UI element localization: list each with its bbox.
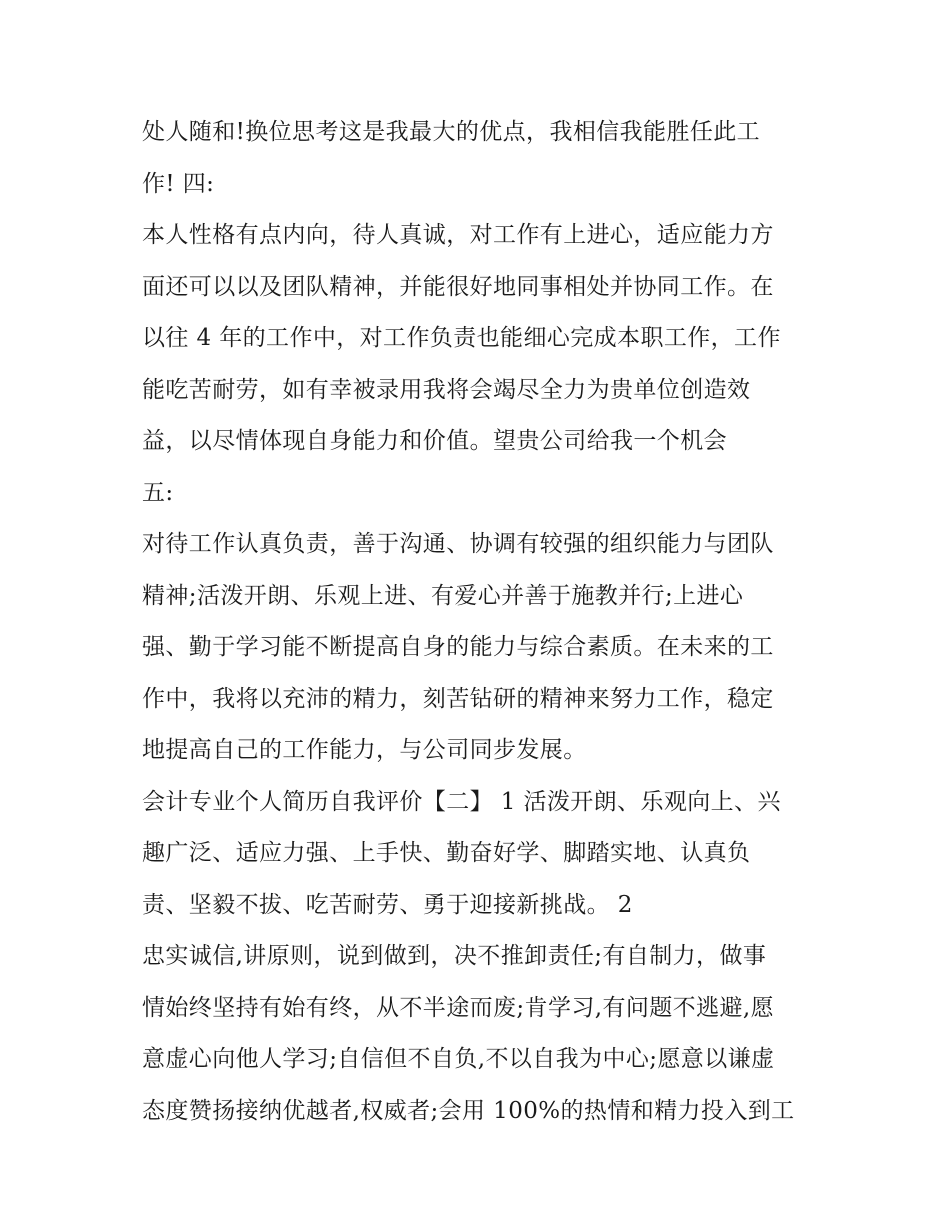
text-line: 能吃苦耐劳，如有幸被录用我将会竭尽全力为贵单位创造效 [142, 376, 751, 403]
text-line: 地提高自己的工作能力，与公司同步发展。 [142, 737, 587, 763]
text-line: 作! 四: [142, 170, 215, 197]
text-line: 趣广泛、适应力强、上手快、勤奋好学、脚踏实地、认真负 [142, 840, 751, 866]
text-line: 强、勤于学习能不断提高自身的能力与综合素质。在未来的工 [142, 634, 774, 660]
text-line: 忠实诚信,讲原则，说到做到，决不推卸责任;有自制力，做事 [142, 943, 767, 969]
text-line: 作中，我将以充沛的精力，刻苦钻研的精神来努力工作，稳定 [142, 685, 774, 712]
text-line: 以往 4 年的工作中，对工作负责也能细心完成本职工作，工作 [142, 325, 781, 351]
text-line: 精神;活泼开朗、乐观上进、有爱心并善于施教并行;上进心 [142, 582, 744, 609]
document-body [142, 107, 822, 1137]
text-line: 面还可以以及团队精神，并能很好地同事相处并协同工作。在 [142, 273, 774, 300]
text-line: 态度赞扬接纳优越者,权威者;会用 100%的热情和精力投入到工 [142, 1097, 795, 1124]
text-line: 会计专业个人简历自我评价【二】 1 活泼开朗、乐观向上、兴 [142, 788, 781, 815]
text-line: 五: [142, 479, 174, 506]
text-line: 情始终坚持有始有终，从不半途而废;肯学习,有问题不逃避,愿 [142, 994, 774, 1021]
text-line: 对待工作认真负责，善于沟通、协调有较强的组织能力与团队 [142, 531, 774, 557]
text-line: 处人随和!换位思考这是我最大的优点，我相信我能胜任此工 [142, 119, 761, 145]
text-line: 责、坚毅不拔、吃苦耐劳、勇于迎接新挑战。 2 [142, 891, 633, 918]
text-line: 意虚心向他人学习;自信但不自负,不以自我为中心;愿意以谦虚 [142, 1046, 775, 1072]
text-line: 益，以尽情体现自身能力和价值。望贵公司给我一个机会 [142, 428, 727, 454]
text-line: 本人性格有点内向，待人真诚，对工作有上进心，适应能力方 [142, 222, 774, 248]
